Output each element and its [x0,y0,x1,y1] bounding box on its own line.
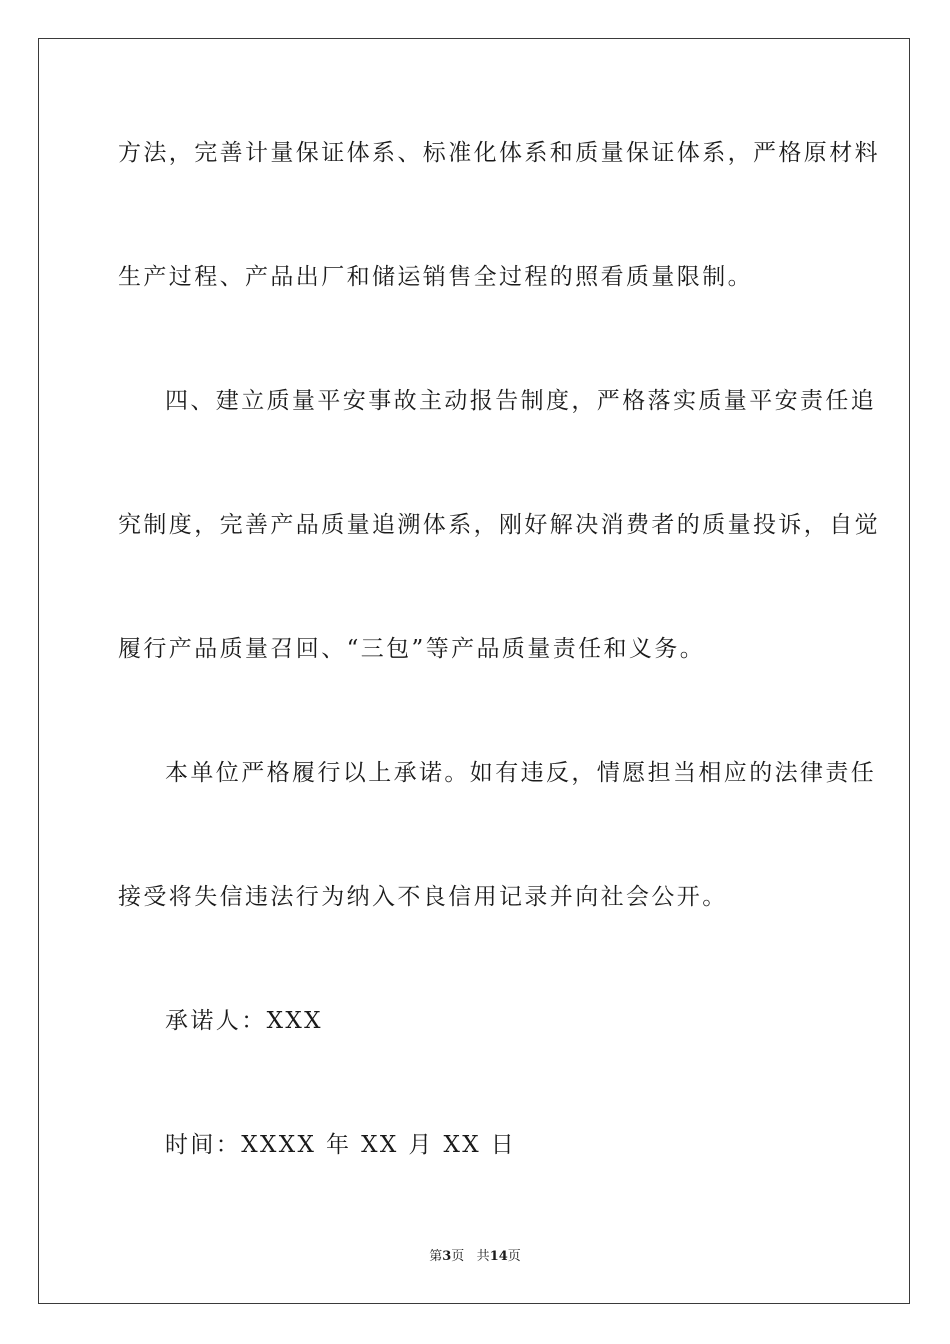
body-line-5: 履行产品质量召回、“三包”等产品质量责任和义务。 [118,636,706,662]
page-footer [0,1248,950,1266]
total-prefix: 共 [476,1249,490,1264]
body-line-2: 生产过程、产品出厂和储运销售全过程的照看质量限制。 [118,264,753,290]
total-suffix: 页 [507,1249,521,1264]
signer-line: 承诺人：XXX [165,1008,323,1034]
body-line-4: 究制度，完善产品质量追溯体系，刚好解决消费者的质量投诉，自觉 [118,512,880,538]
page-border [38,38,910,1304]
body-line-6: 本单位严格履行以上承诺。如有违反，情愿担当相应的法律责任 [165,760,877,786]
body-line-1: 方法，完善计量保证体系、标准化体系和质量保证体系，严格原材料 [118,140,880,166]
total-pages: 14 [489,1249,508,1264]
body-line-3: 四、建立质量平安事故主动报告制度，严格落实质量平安责任追 [165,388,877,414]
body-line-7: 接受将失信违法行为纳入不良信用记录并向社会公开。 [118,884,728,910]
page-number: 3 [442,1249,452,1264]
page-suffix: 页 [451,1249,465,1264]
page-prefix: 第 [429,1249,443,1264]
date-line: 时间：XXXX 年 XX 月 XX 日 [165,1132,517,1158]
